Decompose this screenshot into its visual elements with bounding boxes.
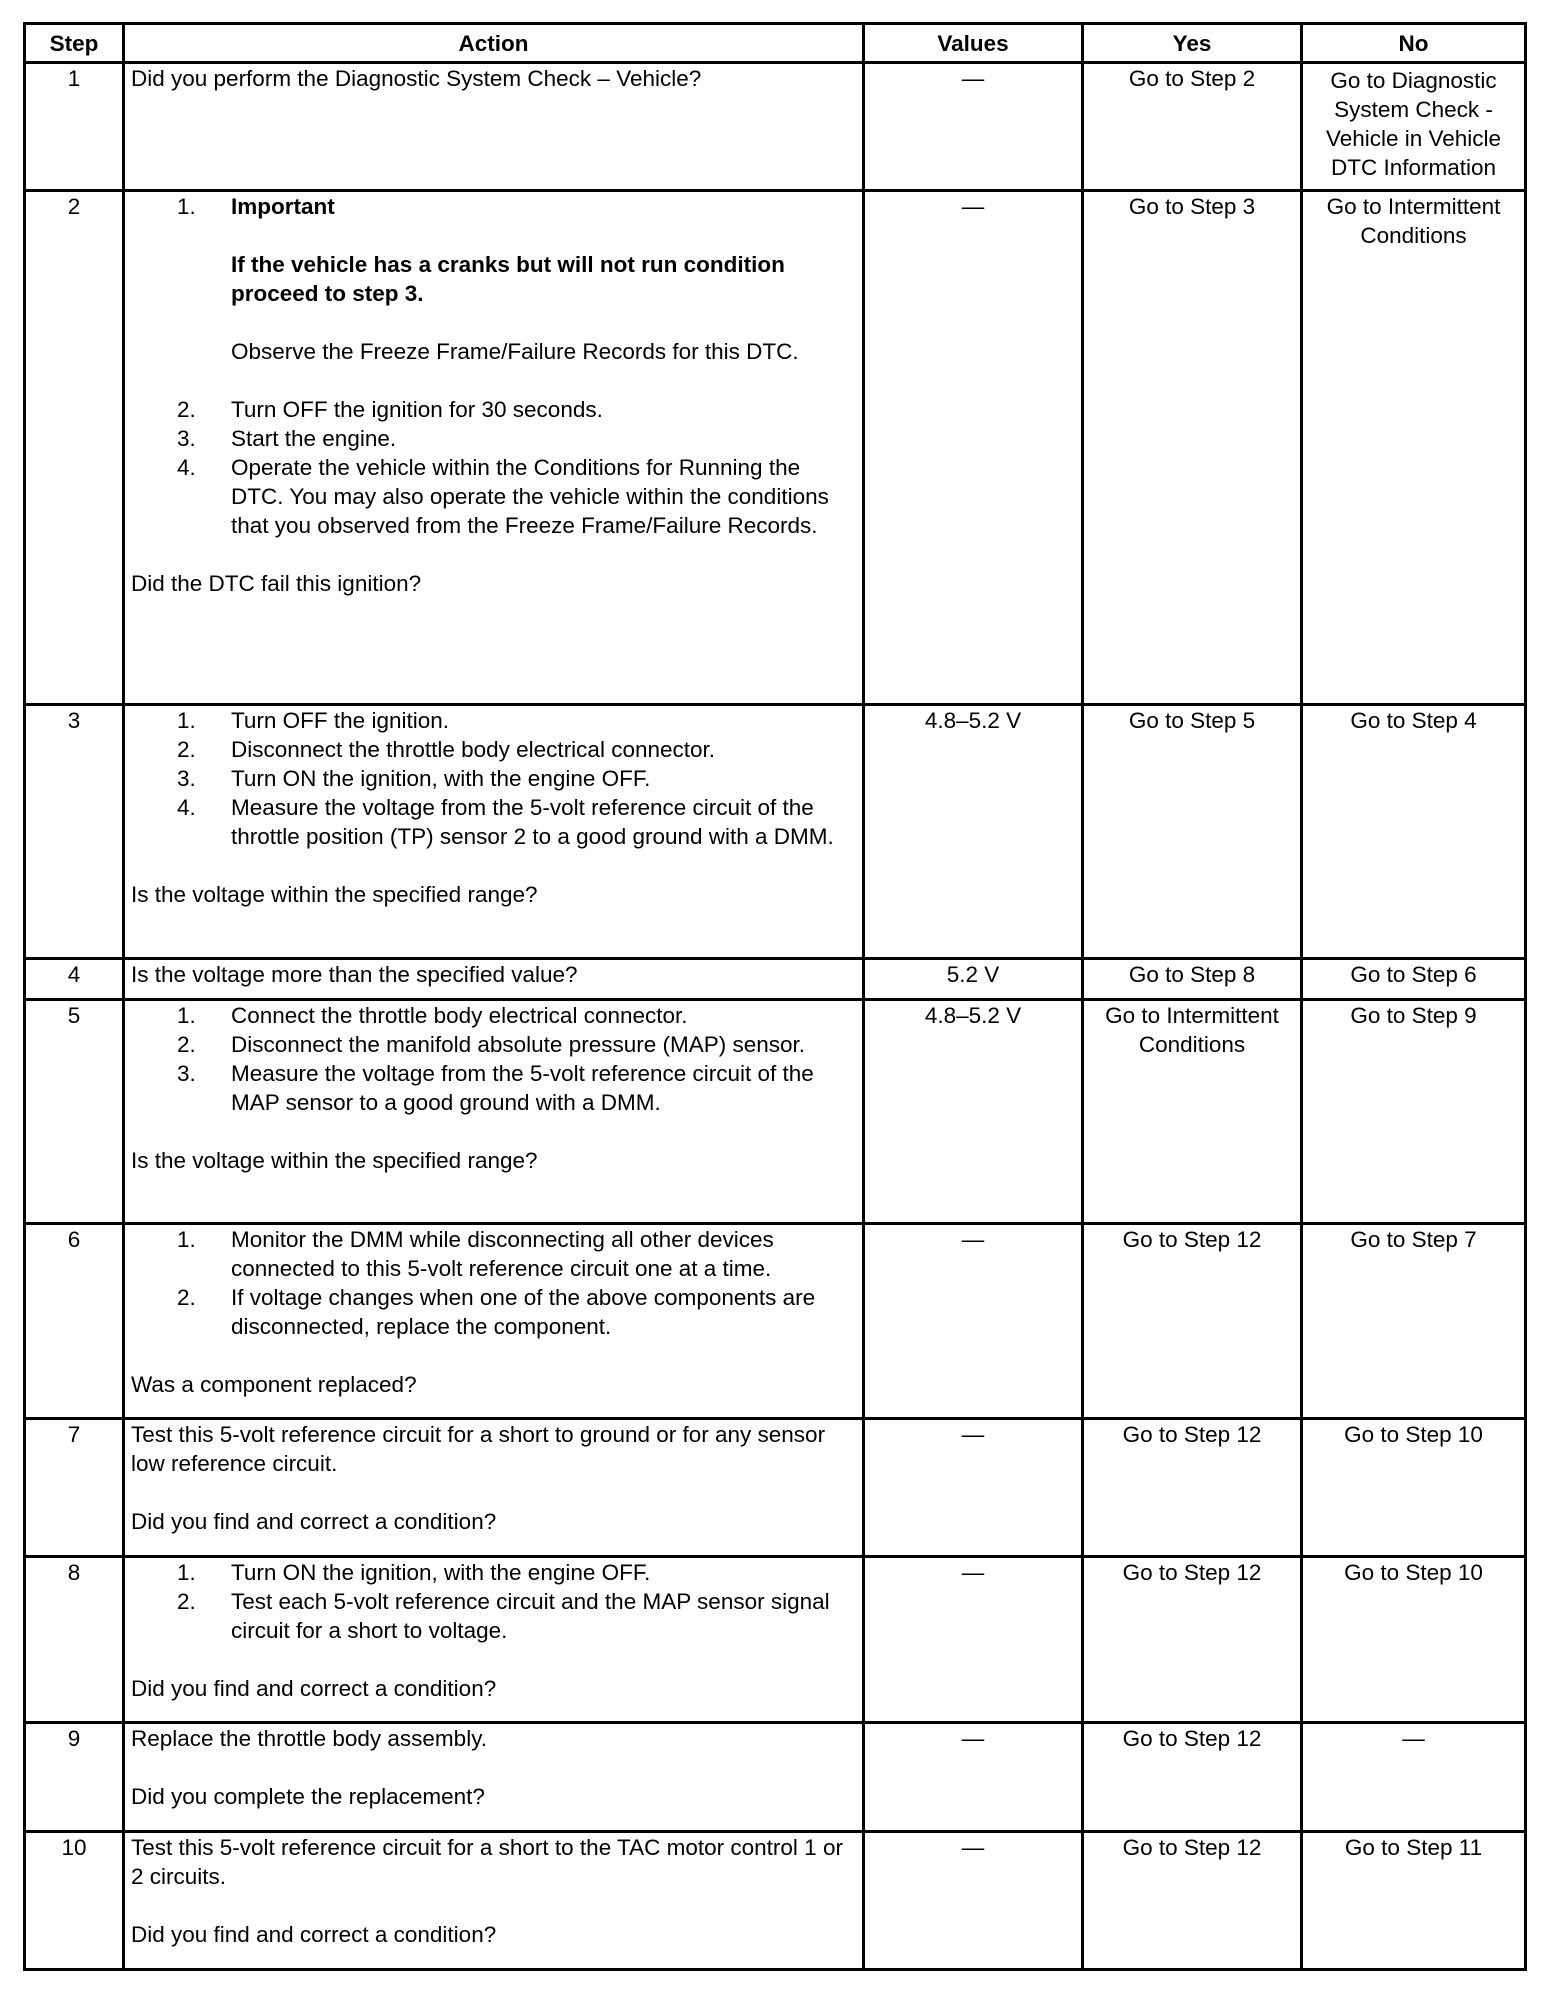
step-number: 7 (25, 1419, 124, 1557)
no-cell: Go to Step 10 (1302, 1557, 1526, 1723)
action-list (131, 192, 856, 540)
action-cell (124, 959, 864, 1000)
value-cell: — (864, 63, 1083, 191)
table-row (25, 1224, 1526, 1419)
value-cell: 4.8–5.2 V (864, 1000, 1083, 1224)
value-cell: 5.2 V (864, 959, 1083, 1000)
header-step: Step (25, 24, 124, 63)
step-number: 10 (25, 1832, 124, 1970)
question-text: Did you find and correct a condition? (131, 1509, 497, 1534)
question-text: Did you find and correct a condition? (131, 1922, 497, 1947)
step-number: 2 (25, 191, 124, 705)
step-number: 4 (25, 959, 124, 1000)
list-item (231, 192, 856, 395)
no-cell: Go to Step 7 (1302, 1224, 1526, 1419)
action-cell (124, 191, 864, 705)
important-note: If the vehicle has a cranks but will not run condition proceed to step 3. (231, 252, 785, 306)
action-list (131, 1558, 856, 1645)
diagnostic-table (23, 22, 1527, 1971)
list-item: 2. If voltage changes when one of the above components are disconnected, replace the component. (231, 1283, 856, 1341)
header-yes: Yes (1083, 24, 1302, 63)
value-cell: — (864, 1419, 1083, 1557)
table-row (25, 63, 1526, 191)
yes-cell: Go to Step 12 (1083, 1224, 1302, 1419)
list-item: 2. Disconnect the throttle body electrical connector. (231, 735, 856, 764)
yes-cell: Go to Step 12 (1083, 1832, 1302, 1970)
action-cell (124, 1419, 864, 1557)
question-text: Is the voltage within the specified range? (131, 882, 538, 907)
action-text: Did you perform the Diagnostic System Check – Vehicle? (131, 66, 702, 91)
value-cell: — (864, 1832, 1083, 1970)
table-row (25, 1832, 1526, 1970)
table-row (25, 1419, 1526, 1557)
step-number: 6 (25, 1224, 124, 1419)
list-item: 2. Turn OFF the ignition for 30 seconds. (231, 395, 856, 424)
no-cell: Go to Diagnostic System Check - Vehicle in Vehicle DTC Information (1302, 63, 1526, 191)
action-cell (124, 1557, 864, 1723)
step-number: 1 (25, 63, 124, 191)
step-number: 3 (25, 705, 124, 959)
list-item: 4. Measure the voltage from the 5-volt reference circuit of the throttle position (TP) sensor 2 to a good ground with a DMM. (231, 793, 856, 851)
yes-cell: Go to Step 12 (1083, 1419, 1302, 1557)
question-text: Was a component replaced? (131, 1372, 417, 1397)
action-text: Replace the throttle body assembly. (131, 1726, 488, 1751)
action-cell (124, 1723, 864, 1832)
action-cell (124, 705, 864, 959)
observe-text: Observe the Freeze Frame/Failure Records for this DTC. (231, 339, 799, 364)
list-item: 1. Monitor the DMM while disconnecting all other devices connected to this 5-volt reference circuit one at a time. (231, 1225, 856, 1283)
step-number: 8 (25, 1557, 124, 1723)
question-text: Is the voltage within the specified range? (131, 1148, 538, 1173)
important-label: 1. Important (231, 194, 335, 219)
no-cell: Go to Step 11 (1302, 1832, 1526, 1970)
list-item: 1. Turn OFF the ignition. (231, 706, 856, 735)
list-item: 1. Connect the throttle body electrical connector. (231, 1001, 856, 1030)
table-row (25, 959, 1526, 1000)
action-text: Test this 5-volt reference circuit for a short to ground or for any sensor low reference circuit. (131, 1422, 826, 1476)
yes-cell: Go to Step 12 (1083, 1557, 1302, 1723)
list-item: 4. Operate the vehicle within the Conditions for Running the DTC. You may also operate the vehicle within the conditions that you observed from the Freeze Frame/Failure Records. (231, 453, 856, 540)
yes-cell: Go to Step 8 (1083, 959, 1302, 1000)
list-item: 3. Measure the voltage from the 5-volt reference circuit of the MAP sensor to a good ground with a DMM. (231, 1059, 856, 1117)
list-item: 2. Disconnect the manifold absolute pressure (MAP) sensor. (231, 1030, 856, 1059)
header-action: Action (124, 24, 864, 63)
yes-cell: Go to Step 5 (1083, 705, 1302, 959)
no-cell: Go to Step 10 (1302, 1419, 1526, 1557)
list-item: 1. Turn ON the ignition, with the engine OFF. (231, 1558, 856, 1587)
question-text: Did you find and correct a condition? (131, 1676, 497, 1701)
value-cell: 4.8–5.2 V (864, 705, 1083, 959)
value-cell: — (864, 191, 1083, 705)
no-cell: Go to Intermittent Conditions (1302, 191, 1526, 705)
header-no: No (1302, 24, 1526, 63)
action-text: Test this 5-volt reference circuit for a short to the TAC motor control 1 or 2 circuits. (131, 1835, 843, 1889)
no-cell: — (1302, 1723, 1526, 1832)
table-row (25, 1000, 1526, 1224)
question-text: Is the voltage more than the specified value? (131, 962, 578, 987)
table-row (25, 705, 1526, 959)
table-row (25, 1723, 1526, 1832)
action-list (131, 1225, 856, 1341)
no-cell: Go to Step 4 (1302, 705, 1526, 959)
value-cell: — (864, 1723, 1083, 1832)
value-cell: — (864, 1224, 1083, 1419)
action-cell (124, 1224, 864, 1419)
yes-cell: Go to Intermittent Conditions (1083, 1000, 1302, 1224)
action-list (131, 706, 856, 851)
action-cell (124, 63, 864, 191)
yes-cell: Go to Step 12 (1083, 1723, 1302, 1832)
list-item: 3. Turn ON the ignition, with the engine OFF. (231, 764, 856, 793)
action-cell (124, 1000, 864, 1224)
action-cell (124, 1832, 864, 1970)
value-cell: — (864, 1557, 1083, 1723)
yes-cell: Go to Step 2 (1083, 63, 1302, 191)
no-cell: Go to Step 9 (1302, 1000, 1526, 1224)
step-number: 5 (25, 1000, 124, 1224)
header-row (25, 24, 1526, 63)
list-item: 2. Test each 5-volt reference circuit and the MAP sensor signal circuit for a short to voltage. (231, 1587, 856, 1645)
no-cell: Go to Step 6 (1302, 959, 1526, 1000)
question-text: Did the DTC fail this ignition? (131, 571, 422, 596)
table-row (25, 1557, 1526, 1723)
action-list (131, 1001, 856, 1117)
list-item: 3. Start the engine. (231, 424, 856, 453)
question-text: Did you complete the replacement? (131, 1784, 485, 1809)
step-number: 9 (25, 1723, 124, 1832)
table-row (25, 191, 1526, 705)
header-values: Values (864, 24, 1083, 63)
yes-cell: Go to Step 3 (1083, 191, 1302, 705)
